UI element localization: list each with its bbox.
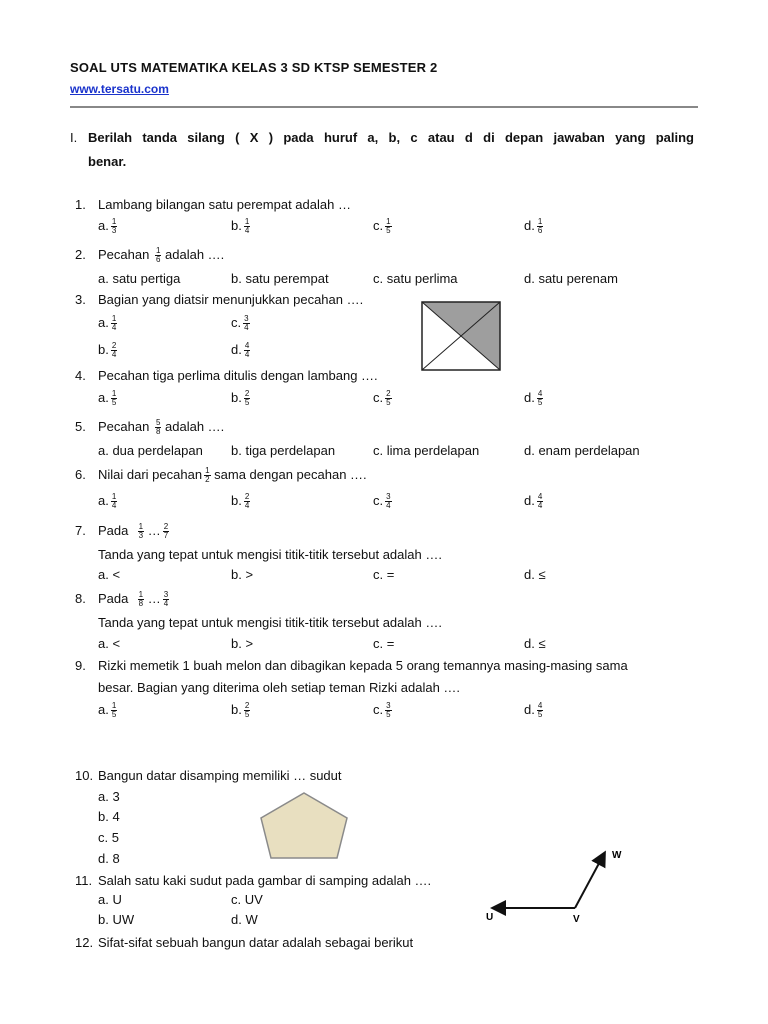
q9-option-d[interactable]: d. $\frac{4}{5}$ [524, 701, 543, 720]
shaded-square-diagram [420, 300, 502, 372]
fraction: $\frac{4}{5}$ [537, 389, 543, 408]
fraction: $\frac{2}{4}$ [111, 341, 117, 360]
question-text: Pecahan tiga perlima ditulis dengan lambang …. [98, 368, 378, 383]
question-number: 12. [75, 935, 94, 950]
question-number: 10. [75, 768, 94, 783]
question-number: 11. [75, 873, 93, 888]
q10-option-d[interactable]: d. 8 [98, 851, 120, 866]
fraction: $\frac{2}{5}$ [386, 389, 391, 408]
fraction: $\frac{3}{5}$ [386, 701, 391, 720]
option-label: d. [524, 218, 535, 233]
q6-option-b[interactable]: b. $\frac{2}{4}$ [231, 492, 250, 511]
question-number: 6. [75, 467, 86, 482]
q2-option-c[interactable]: c. satu perlima [373, 271, 458, 286]
fraction: $\frac{1}{4}$ [111, 492, 117, 511]
option-label: a. [98, 218, 109, 233]
q11-option-c[interactable]: c. UV [231, 892, 263, 907]
q9-option-a[interactable]: a. $\frac{1}{5}$ [98, 701, 117, 720]
q3-option-c[interactable]: c. $\frac{3}{4}$ [231, 314, 249, 333]
ray-vw [575, 854, 604, 908]
fraction: $\frac{4}{5}$ [537, 701, 543, 720]
comparison-text: Pada $\frac{1}{8}$ … $\frac{3}{4}$ [98, 590, 169, 609]
q3-option-b[interactable]: b. $\frac{2}{4}$ [98, 341, 117, 360]
fraction: $\frac{1}{8}$ [138, 590, 144, 609]
q10-option-c[interactable]: c. 5 [98, 830, 119, 845]
q4-option-b[interactable]: b. $\frac{2}{5}$ [231, 389, 250, 408]
fraction: $\frac{1}{4}$ [244, 217, 250, 236]
fraction: $\frac{5}{8}$ [155, 418, 161, 437]
fraction: $\frac{1}{5}$ [111, 701, 117, 720]
q7-text: Tanda yang tepat untuk mengisi titik-titik tersebut adalah …. [98, 547, 442, 562]
fraction: $\frac{2}{7}$ [163, 522, 169, 541]
question-text: Sifat-sifat sebuah bangun datar adalah sebagai berikut [98, 935, 414, 950]
q5-option-b[interactable]: b. tiga perdelapan [231, 443, 336, 458]
q4-option-a[interactable]: a. $\frac{1}{5}$ [98, 389, 117, 408]
angle-diagram [480, 842, 630, 926]
q11-option-b[interactable]: b. UW [98, 912, 135, 927]
question-text: Nilai dari pecahan $\frac{1}{2}$ sama dengan pecahan …. [98, 466, 367, 485]
q3-option-a[interactable]: a. $\frac{1}{4}$ [98, 314, 117, 333]
document-title: SOAL UTS MATEMATIKA KELAS 3 SD KTSP SEMESTER 2 [70, 60, 438, 75]
instruction-line-2: benar. [88, 154, 127, 169]
q7-option-d[interactable]: d. ≤ [524, 567, 546, 582]
question-number: 3. [75, 292, 86, 307]
q8-option-b[interactable]: b. > [231, 636, 254, 651]
q8-option-d[interactable]: d. ≤ [524, 636, 546, 651]
q6-option-d[interactable]: d. $\frac{4}{4}$ [524, 492, 543, 511]
pentagon-polygon [261, 793, 347, 858]
fraction: $\frac{2}{5}$ [244, 389, 250, 408]
label-v: V [573, 914, 580, 925]
question-text-line-2: besar. Bagian yang diterima oleh setiap teman Rizki adalah …. [98, 680, 461, 695]
fraction: $\frac{4}{4}$ [537, 492, 543, 511]
fraction: $\frac{1}{3}$ [111, 217, 117, 236]
fraction: $\frac{1}{5}$ [111, 389, 117, 408]
fraction: $\frac{3}{4}$ [386, 492, 391, 511]
question-text: Pecahan $\frac{1}{6}$ adalah …. [98, 246, 225, 265]
fraction: $\frac{1}{2}$ [205, 466, 210, 485]
q2-option-a[interactable]: a. satu pertiga [98, 271, 181, 286]
question-text: Lambang bilangan satu perempat adalah … [98, 197, 351, 212]
fraction: $\frac{1}{6}$ [537, 217, 543, 236]
comparison-text: Pada $\frac{1}{3}$ … $\frac{2}{7}$ [98, 522, 169, 541]
q8-option-c[interactable]: c. = [373, 636, 395, 651]
question-number: 7. [75, 523, 86, 538]
question-text: Salah satu kaki sudut pada gambar di samping adalah …. [98, 873, 432, 888]
section-number: I. [70, 130, 78, 145]
fraction: $\frac{1}{5}$ [386, 217, 391, 236]
question-number: 8. [75, 591, 86, 606]
question-number: 1. [75, 197, 86, 212]
fraction: $\frac{1}{6}$ [155, 246, 161, 265]
q5-option-d[interactable]: d. enam perdelapan [524, 443, 640, 458]
label-w: W [612, 850, 622, 861]
option-label: b. [231, 218, 242, 233]
q1-option-a[interactable] [98, 218, 117, 235]
fraction: $\frac{2}{4}$ [244, 492, 250, 511]
q3-option-d[interactable]: d. $\frac{4}{4}$ [231, 341, 250, 360]
q1-option-b[interactable] [231, 218, 250, 235]
q11-option-d[interactable]: d. W [231, 912, 258, 927]
q6-option-c[interactable]: c. $\frac{3}{4}$ [373, 492, 391, 511]
fraction: $\frac{1}{4}$ [111, 314, 117, 333]
question-number: 5. [75, 419, 86, 434]
question-text-line-1: Rizki memetik 1 buah melon dan dibagikan kepada 5 orang temannya masing-masing sama [98, 658, 628, 673]
website-link[interactable]: www.tersatu.com [70, 82, 169, 96]
question-text: Bangun datar disamping memiliki … sudut [98, 768, 342, 783]
q9-option-c[interactable]: c. $\frac{3}{5}$ [373, 701, 391, 720]
q2-option-d[interactable]: d. satu perenam [524, 271, 618, 286]
q1-option-c[interactable] [373, 218, 392, 235]
fraction: $\frac{3}{4}$ [244, 314, 249, 333]
question-number: 2. [75, 247, 86, 262]
q1-option-d[interactable] [524, 218, 543, 235]
fraction: $\frac{4}{4}$ [244, 341, 250, 360]
fraction: $\frac{2}{5}$ [244, 701, 250, 720]
instruction-line-1: Berilah tanda silang ( X ) pada huruf a, b, c atau d di depan jawaban yang paling [88, 130, 694, 145]
q5-option-a[interactable]: a. dua perdelapan [98, 443, 203, 458]
header-divider [70, 106, 698, 108]
q2-option-b[interactable]: b. satu perempat [231, 271, 329, 286]
fraction: $\frac{1}{3}$ [138, 522, 144, 541]
q7-option-a[interactable]: a. < [98, 567, 121, 582]
q7-option-b[interactable]: b. > [231, 567, 254, 582]
fraction: $\frac{3}{4}$ [163, 590, 169, 609]
q8-option-a[interactable]: a. < [98, 636, 121, 651]
q4-option-d[interactable]: d. $\frac{4}{5}$ [524, 389, 543, 408]
question-text: Bagian yang diatsir menunjukkan pecahan …. [98, 292, 364, 307]
q10-option-b[interactable]: b. 4 [98, 809, 120, 824]
q11-option-a[interactable]: a. U [98, 892, 122, 907]
q10-option-a[interactable]: a. 3 [98, 789, 120, 804]
q6-option-a[interactable]: a. $\frac{1}{4}$ [98, 492, 117, 511]
pentagon-shape [256, 790, 352, 862]
question-number: 9. [75, 658, 86, 673]
q8-text: Tanda yang tepat untuk mengisi titik-titik tersebut adalah …. [98, 615, 442, 630]
q7-option-c[interactable]: c. = [373, 567, 395, 582]
question-number: 4. [75, 368, 86, 383]
q9-option-b[interactable]: b. $\frac{2}{5}$ [231, 701, 250, 720]
q4-option-c[interactable]: c. $\frac{2}{5}$ [373, 389, 391, 408]
label-u: U [486, 912, 494, 923]
q5-option-c[interactable]: c. lima perdelapan [373, 443, 480, 458]
question-text: Pecahan $\frac{5}{8}$ adalah …. [98, 418, 225, 437]
option-label: c. [373, 218, 384, 233]
